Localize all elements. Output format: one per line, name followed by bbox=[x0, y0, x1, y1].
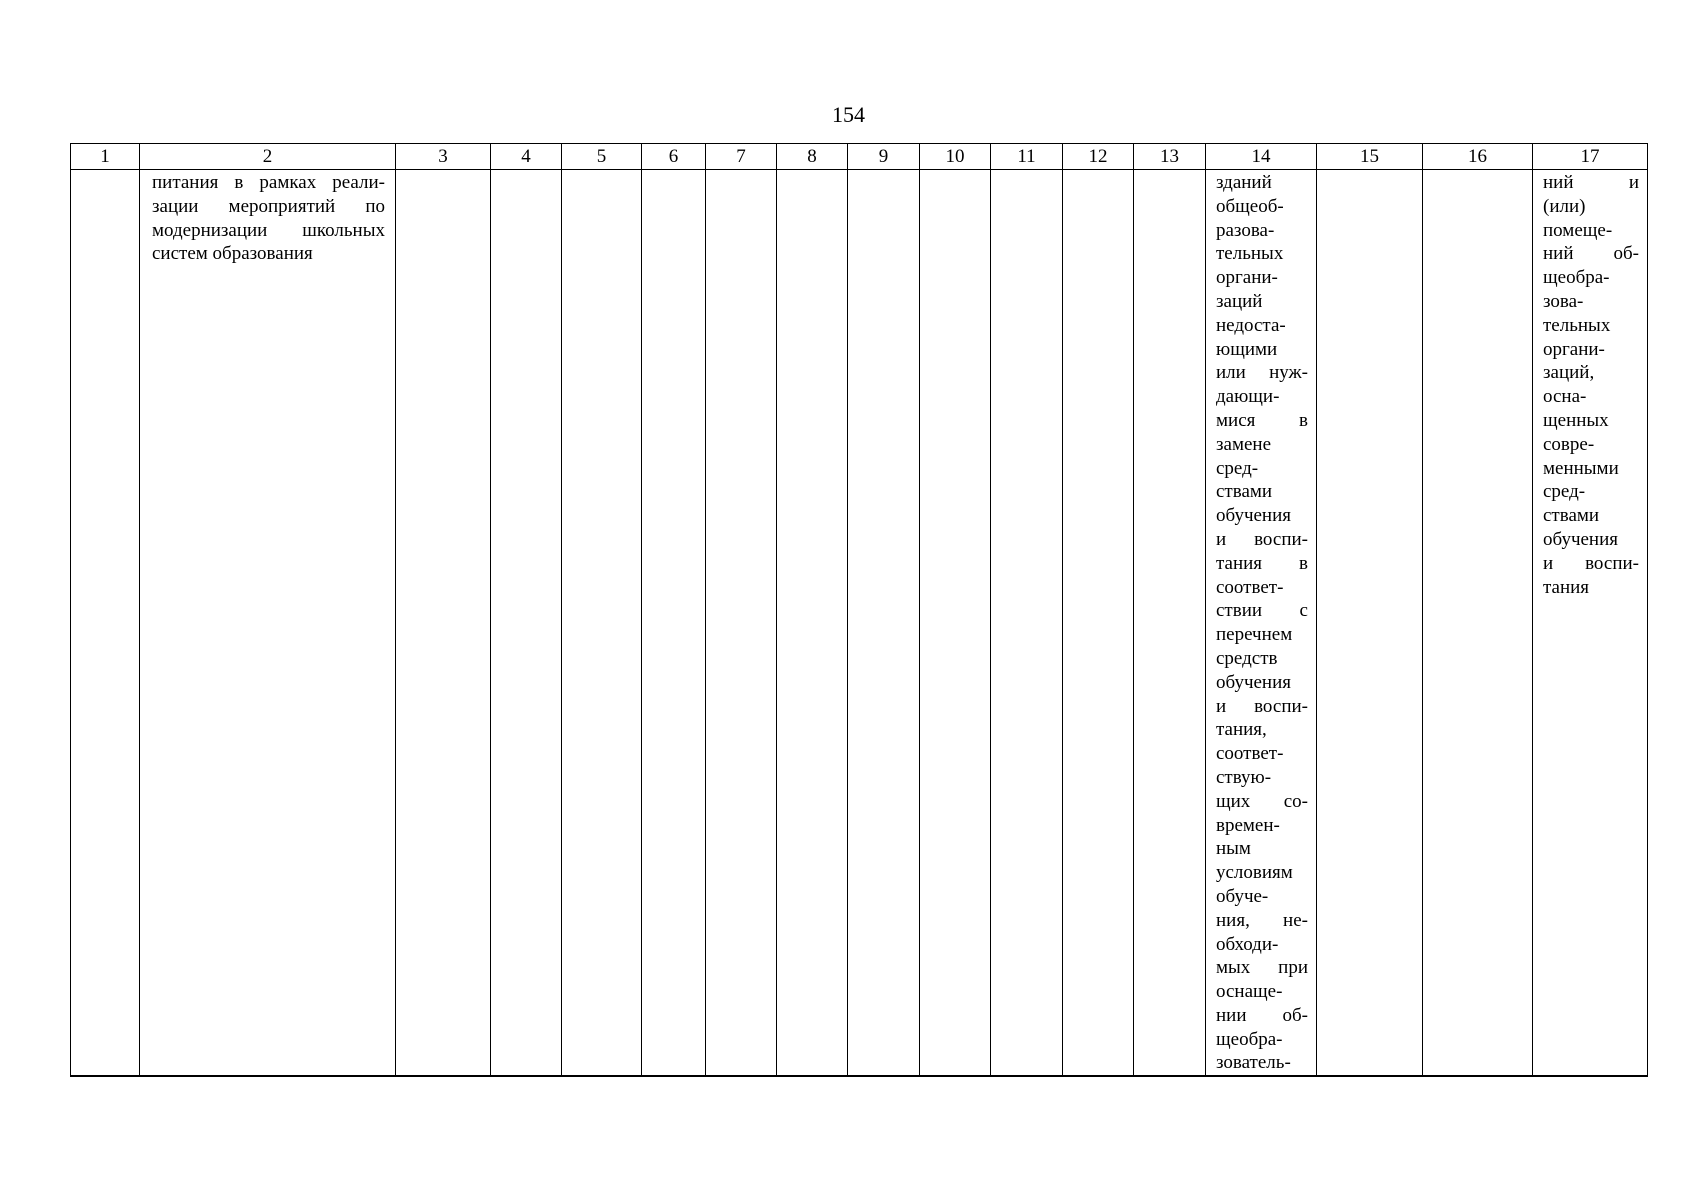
text-line: зова- bbox=[1543, 290, 1584, 312]
text-line: щеобра- bbox=[1216, 1028, 1283, 1050]
column-header: 7 bbox=[706, 144, 777, 170]
text-line: оснаще- bbox=[1216, 981, 1283, 1003]
text-line: соответ- bbox=[1216, 576, 1284, 598]
table-cell bbox=[920, 170, 991, 1077]
table-cell bbox=[1134, 170, 1206, 1077]
column-header: 6 bbox=[642, 144, 706, 170]
table-cell bbox=[1317, 170, 1423, 1077]
text-line: ствую- bbox=[1216, 766, 1272, 788]
text-line: зданий bbox=[1216, 172, 1272, 193]
text-line: щих со- bbox=[1216, 790, 1308, 812]
column-header: 14 bbox=[1206, 144, 1317, 170]
text-line: ствии с bbox=[1216, 600, 1308, 622]
text-line: ствами bbox=[1543, 505, 1600, 527]
text-line: обучения bbox=[1543, 528, 1619, 550]
text-line: помеще- bbox=[1543, 219, 1613, 241]
table-cell bbox=[491, 170, 562, 1077]
text-line: ствами bbox=[1216, 481, 1273, 503]
column-header: 16 bbox=[1423, 144, 1533, 170]
cell-description bbox=[140, 170, 396, 1077]
text-line: ющими bbox=[1216, 338, 1278, 360]
cell-indicator bbox=[1206, 170, 1317, 1077]
text-line: мых при bbox=[1216, 957, 1308, 979]
cell-result bbox=[1533, 170, 1648, 1077]
column-header: 2 bbox=[140, 144, 396, 170]
text-line: недоста- bbox=[1216, 314, 1286, 336]
text-line: соответ- bbox=[1216, 743, 1284, 765]
text-line: перечнем bbox=[1216, 624, 1293, 646]
text-line: щеобра- bbox=[1543, 267, 1610, 289]
text-line: тания, bbox=[1216, 719, 1267, 741]
column-header: 8 bbox=[777, 144, 848, 170]
text-line: тания в bbox=[1216, 552, 1308, 574]
column-header: 12 bbox=[1063, 144, 1134, 170]
column-header: 9 bbox=[848, 144, 920, 170]
text-line: и воспи- bbox=[1216, 528, 1308, 550]
column-number-row bbox=[71, 144, 1648, 170]
text-line: разова- bbox=[1216, 219, 1275, 241]
text-line: средств bbox=[1216, 647, 1278, 669]
text-line: органи- bbox=[1216, 267, 1278, 289]
text-line: обуче- bbox=[1216, 885, 1269, 907]
column-header: 15 bbox=[1317, 144, 1423, 170]
text-line: ным bbox=[1216, 838, 1251, 860]
text-line: замене bbox=[1216, 433, 1271, 455]
text-line: щенных bbox=[1543, 409, 1609, 431]
column-header: 13 bbox=[1134, 144, 1206, 170]
text-line: обучения bbox=[1216, 671, 1292, 693]
text-line: ния, не- bbox=[1216, 909, 1308, 931]
text-line: или нуж- bbox=[1216, 362, 1308, 384]
text-line: органи- bbox=[1543, 338, 1605, 360]
column-header: 11 bbox=[991, 144, 1063, 170]
column-header: 1 bbox=[71, 144, 140, 170]
table-cell bbox=[777, 170, 848, 1077]
text-line: и воспи- bbox=[1216, 695, 1308, 717]
text-line: времен- bbox=[1216, 814, 1280, 836]
table-cell bbox=[71, 170, 140, 1077]
text-line: мися в bbox=[1216, 409, 1308, 431]
column-header: 5 bbox=[562, 144, 642, 170]
page-number: 154 bbox=[832, 102, 865, 127]
text-line: обходи- bbox=[1216, 933, 1279, 955]
table-cell bbox=[562, 170, 642, 1077]
text-line: ний и bbox=[1543, 172, 1639, 193]
text-line: совре- bbox=[1543, 433, 1595, 455]
table-cell bbox=[848, 170, 920, 1077]
text-line: общеоб- bbox=[1216, 195, 1284, 217]
text-line: зователь- bbox=[1216, 1052, 1291, 1074]
table-cell bbox=[1423, 170, 1533, 1077]
table-cell bbox=[991, 170, 1063, 1077]
text-line: (или) bbox=[1543, 195, 1586, 217]
text-line: заций, bbox=[1543, 362, 1595, 384]
table-cell bbox=[642, 170, 706, 1077]
column-header: 4 bbox=[491, 144, 562, 170]
column-header: 10 bbox=[920, 144, 991, 170]
text-line: и воспи- bbox=[1543, 552, 1639, 574]
text-line: менными bbox=[1543, 457, 1619, 479]
text-line: тельных bbox=[1543, 314, 1611, 336]
table-row bbox=[71, 170, 1648, 1077]
column-header: 3 bbox=[396, 144, 491, 170]
text-line: тания bbox=[1543, 576, 1590, 598]
text-line: питания в рамках реали- bbox=[152, 172, 385, 193]
text-line: нии об- bbox=[1216, 1004, 1308, 1026]
text-line: систем образования bbox=[152, 243, 313, 265]
table-cell bbox=[706, 170, 777, 1077]
text-line: осна- bbox=[1543, 386, 1587, 408]
text-line: тельных bbox=[1216, 243, 1284, 265]
table-cell bbox=[396, 170, 491, 1077]
text-line: обучения bbox=[1216, 505, 1292, 527]
document-table bbox=[70, 143, 1648, 1077]
text-line: дающи- bbox=[1216, 386, 1280, 408]
text-line: сред- bbox=[1216, 457, 1259, 479]
text-line: модернизации школьных bbox=[152, 219, 385, 241]
text-line: сред- bbox=[1543, 481, 1586, 503]
text-line: ний об- bbox=[1543, 243, 1639, 265]
column-header: 17 bbox=[1533, 144, 1648, 170]
text-line: зации мероприятий по bbox=[152, 195, 385, 217]
text-line: условиям bbox=[1216, 862, 1293, 884]
text-line: заций bbox=[1216, 290, 1263, 312]
table-cell bbox=[1063, 170, 1134, 1077]
